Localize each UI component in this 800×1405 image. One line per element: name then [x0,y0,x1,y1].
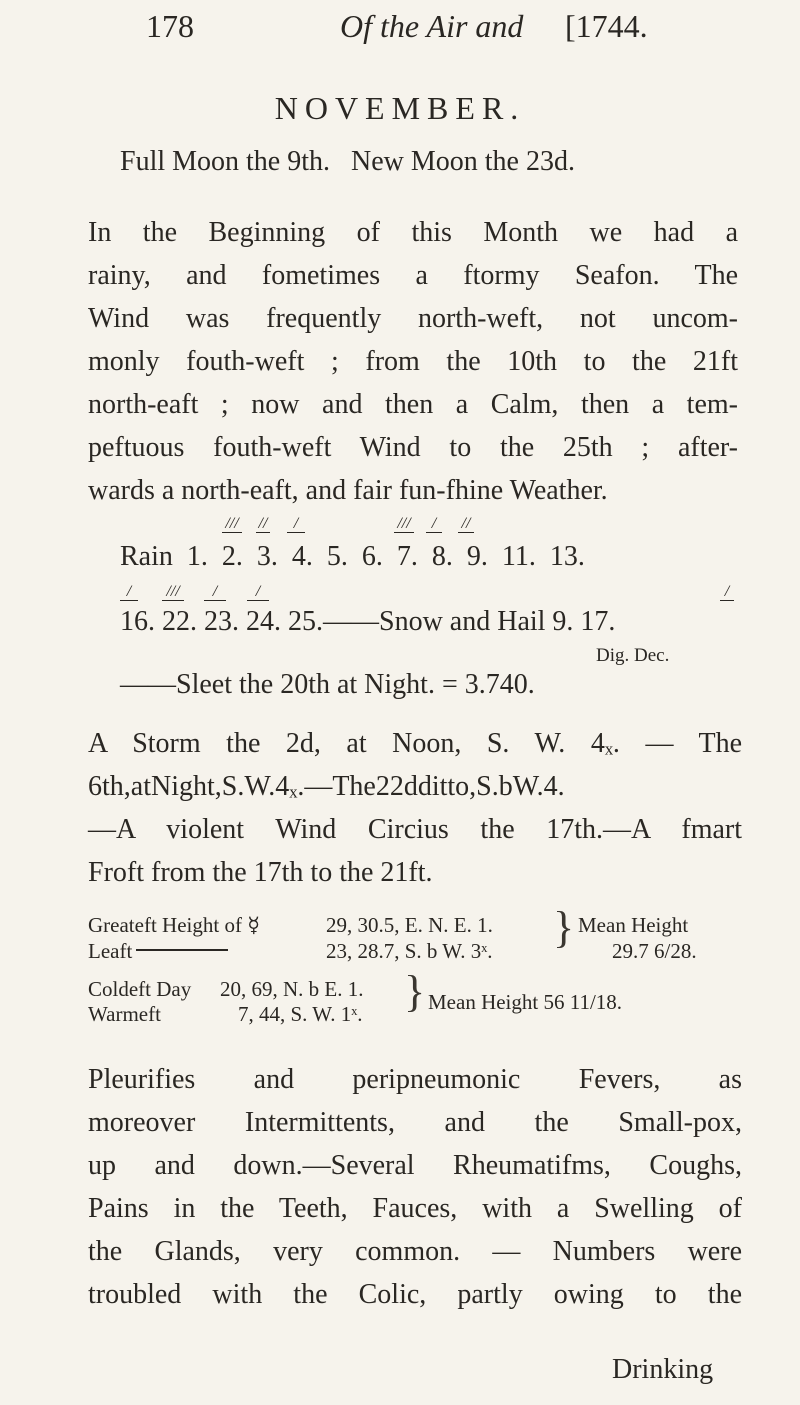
sleet-line: ——Sleet the 20th at Night. = 3.740. [120,669,535,700]
thermometer-coldest-label: Coldeft Day [88,977,192,1001]
rain-mark: // [458,516,474,533]
text-line: In the Beginning of this Month we had a [88,217,738,248]
text-line: Wind was frequently north-weft, not uncom- [88,303,738,334]
text-line: rainy, and fometimes a ftormy Seafon. The [88,260,738,291]
barometer-least-values: 23, 28.7, S. b W. 3ˣ. [326,939,493,963]
text-line: —A violent Wind Circius the 17th.—A fmart [88,814,742,845]
text-line: troubled with the Colic, partly owing to the [88,1279,742,1310]
ditto-rule [136,949,228,951]
rain-mark: / [287,516,305,533]
rain-mark: / [204,584,226,601]
header-year: [1744. [565,8,648,44]
text-line: peftuous fouth-weft Wind to the 25th ; after- [88,432,738,463]
rain-days-row1: Rain 1. 2. 3. 4. 5. 6. 7. 8. 9. 11. 13. [120,541,585,572]
catchword: Drinking [612,1354,714,1385]
barometer-least-label: Leaft [88,939,133,963]
barometer-greatest-label: Greateft Height of ☿ [88,913,261,937]
running-title: Of the Air and [340,8,524,44]
rain-mark: / [720,584,734,601]
diseases-paragraph [88,1058,742,1316]
rain-mark: /// [162,584,184,601]
text-line: Froft from the 17th to the 21ft. [88,857,433,888]
moon-phases: Full Moon the 9th. New Moon the 23d. [120,146,575,177]
rain-mark: / [247,584,269,601]
barometer-mean-label: Mean Height [578,913,689,937]
rain-mark: / [426,516,442,533]
barometer-greatest-values: 29, 30.5, E. N. E. 1. [326,913,493,937]
text-line: north-eaft ; now and then a Calm, then a tem- [88,389,738,420]
text-line: the Glands, very common. — Numbers were [88,1236,742,1267]
text-line: Pains in the Teeth, Fauces, with a Swelling of [88,1193,742,1224]
text-line: up and down.—Several Rheumatifms, Coughs, [88,1150,742,1181]
right-brace: } [553,903,575,952]
page-number: 178 [146,8,194,44]
month-heading: NOVEMBER. [274,90,526,126]
weather-paragraph [88,211,738,512]
thermometer-warmest-label: Warmeft [88,1002,161,1026]
text-line: A Storm the 2d, at Noon, S. W. 4ₓ. — The [88,728,742,759]
thermometer-coldest-values: 20, 69, N. b E. 1. [220,977,364,1001]
storm-paragraph [88,722,742,894]
dig-dec-note: Dig. Dec. [596,645,670,666]
barometer-mean-value: 29.7 6/28. [612,939,697,963]
rain-mark: / [120,584,138,601]
rain-mark: /// [394,516,414,533]
text-line: monly fouth-weft ; from the 10th to the 21ft [88,346,738,377]
text-line: 6th,atNight,S.W.4ₓ.—The22dditto,S.bW.4. [88,771,565,802]
thermometer-warmest-values: 7, 44, S. W. 1ˣ. [238,1002,363,1026]
right-brace: } [404,967,426,1016]
text-line: wards a north-eaft, and fair fun-fhine Weather. [88,475,608,506]
rain-mark: /// [222,516,242,533]
text-line: Pleurifies and peripneumonic Fevers, as [88,1064,742,1095]
rain-days-row2: 16. 22. 23. 24. 25.——Snow and Hail 9. 17. [120,606,616,637]
rain-mark: // [256,516,270,533]
thermometer-mean: Mean Height 56 11/18. [428,990,623,1014]
text-line: moreover Intermittents, and the Small-pox, [88,1107,742,1138]
